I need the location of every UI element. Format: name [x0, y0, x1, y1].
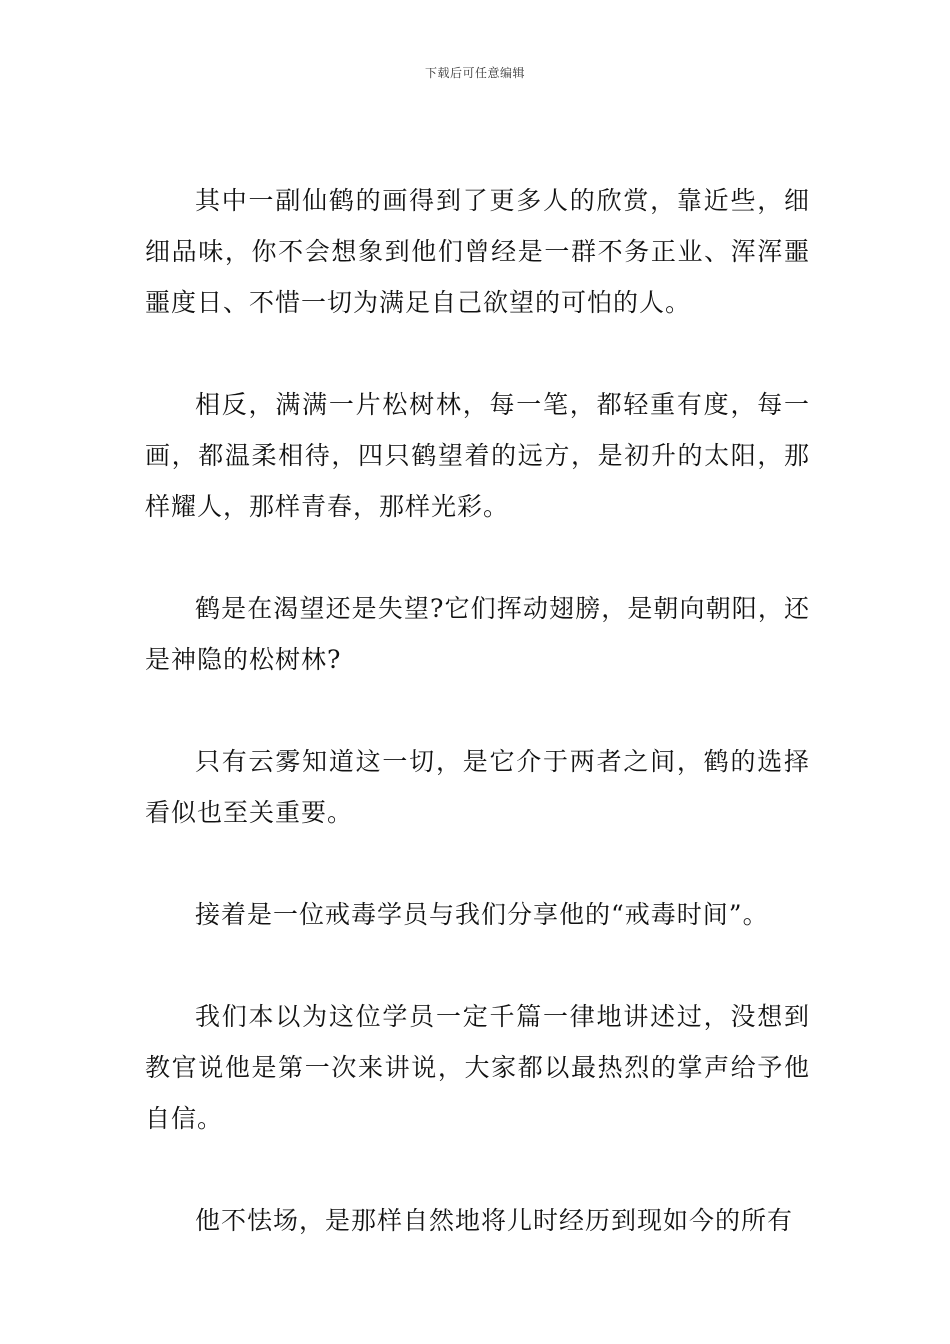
paragraph-2: 相反，满满一片松树林，每一笔，都轻重有度，每一画，都温柔相待，四只鹤望着的远方，是初升的太阳，那样耀人，那样青春，那样光彩。	[145, 390, 810, 521]
page-header-note: 下载后可任意编辑	[424, 66, 525, 80]
document-body	[145, 175, 810, 1297]
paragraph-5: 接着是一位戒毒学员与我们分享他的“戒毒时间”。	[195, 900, 769, 929]
paragraph-4: 只有云雾知道这一切，是它介于两者之间，鹤的选择看似也至关重要。	[145, 747, 810, 827]
paragraph-3: 鹤是在渴望还是失望?它们挥动翅膀，是朝向朝阳，还是神隐的松树林?	[145, 594, 810, 674]
paragraph-1: 其中一副仙鹤的画得到了更多人的欣赏，靠近些，细细品味，你不会想象到他们曾经是一群不务正业、浑浑噩噩度日、不惜一切为满足自己欲望的可怕的人。	[145, 186, 810, 317]
paragraph-7: 他不怯场，是那样自然地将儿时经历到现如今的所有	[195, 1206, 794, 1235]
paragraph-6: 我们本以为这位学员一定千篇一律地讲述过，没想到教官说他是第一次来讲说，大家都以最热烈的掌声给予他自信。	[145, 1002, 810, 1133]
